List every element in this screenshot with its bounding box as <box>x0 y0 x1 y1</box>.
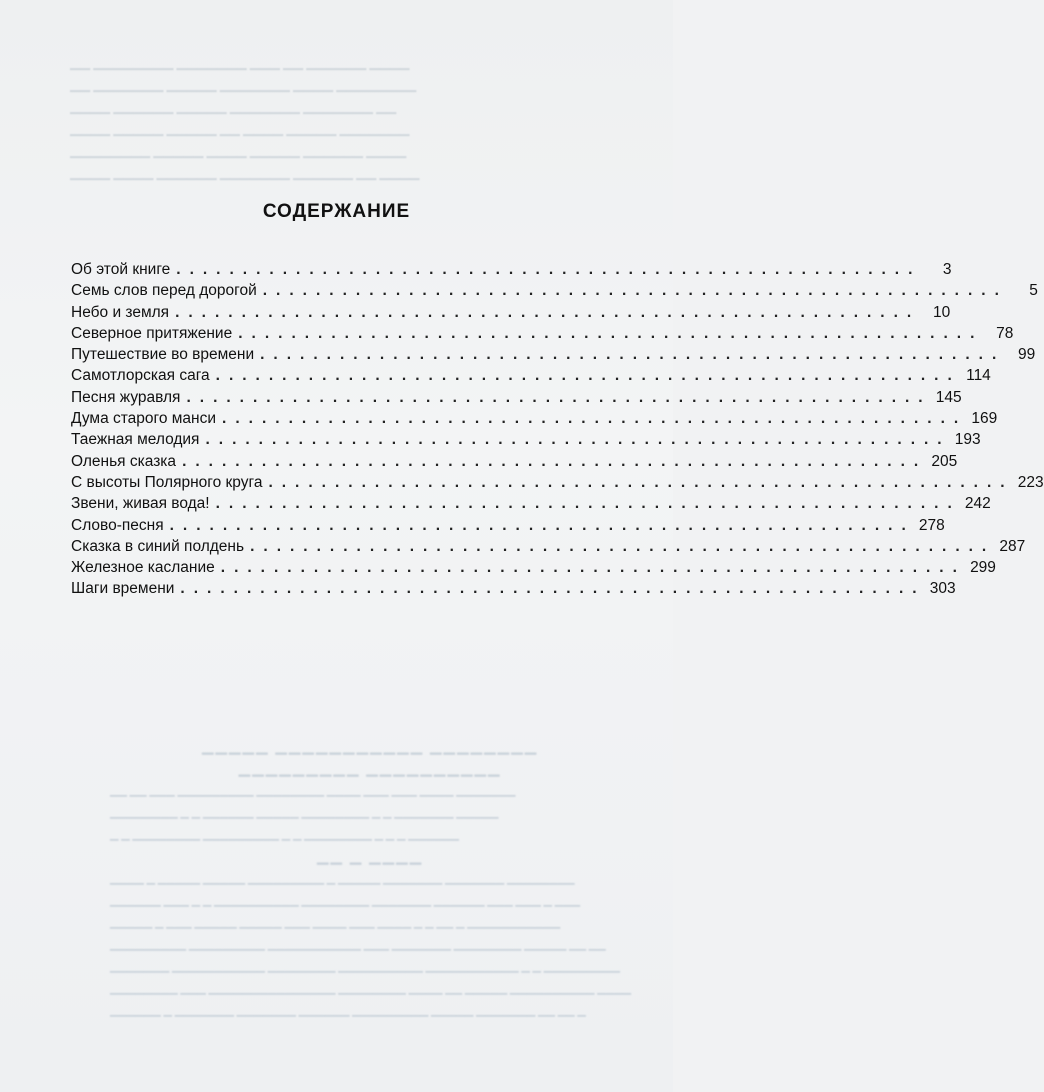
toc-row <box>71 537 1026 559</box>
toc-page-number: 10 <box>932 303 951 321</box>
toc-row <box>71 388 962 410</box>
toc-page-number: 242 <box>964 495 991 513</box>
leader-dots: ........................................................ <box>260 346 1006 364</box>
toc-page-number: 303 <box>929 580 956 598</box>
toc-row <box>71 431 981 452</box>
toc-page-number: 78 <box>996 324 1014 342</box>
toc-title: Слово-песня <box>71 516 164 534</box>
leader-dots: ........................................................ <box>250 537 996 555</box>
show-through-imprint: ▁▁▁▁▁ ▁▁▁▁▁▁▁▁▁▁▁ ▁▁▁▁▁▁▁▁ ▁▁▁▁▁▁▁▁▁ ▁▁▁▁▁▁▁▁▁▁ ▁▁ ▁▁ ▁▁▁ ▁▁▁▁▁▁▁▁▁ ▁▁▁▁▁▁▁▁ ▁▁▁▁ ▁▁▁ ▁▁▁ ▁▁▁▁ ▁▁▁▁▁▁▁ ▁▁▁▁▁▁▁▁ ▁ ▁ ▁▁▁▁▁▁ ▁▁▁▁▁ ▁▁▁▁▁▁▁▁ ▁ ▁ ▁▁▁▁▁▁▁ ▁▁▁▁▁ ▁ ▁ ▁▁▁▁▁▁▁▁ ▁▁▁▁▁▁▁▁▁ ▁ ▁ ▁▁▁▁▁▁▁▁ ▁ ▁ ▁ ▁▁▁▁▁▁ ▁▁ ▁ ▁▁▁▁ ▁▁▁▁ ▁ ▁▁▁▁▁ ▁▁▁▁▁ ▁▁▁▁▁▁▁▁▁ ▁ ▁▁▁▁▁ ▁▁▁▁▁▁▁ ▁▁▁▁▁▁▁ ▁▁▁▁▁▁▁▁ ▁▁▁▁▁▁ ▁▁▁ ▁ ▁ ▁▁▁▁▁▁▁▁▁▁ ▁▁▁▁▁▁▁▁ ▁▁▁▁▁▁▁ ▁▁▁▁▁▁ ▁▁▁ ▁▁▁ ▁ ▁▁▁ ▁▁▁▁▁ ▁ ▁▁▁ ▁▁▁▁▁ ▁▁▁▁▁ ▁▁▁ ▁▁▁▁ ▁▁▁ ▁▁▁▁ ▁ ▁ ▁▁ ▁ ▁▁▁▁▁▁▁▁▁▁▁ ▁▁▁▁▁▁▁▁▁ ▁▁▁▁▁▁▁▁▁ ▁▁▁▁▁▁▁▁▁▁▁ ▁▁▁ ▁▁▁▁▁▁▁ ▁▁▁▁▁▁▁▁ ▁▁▁▁▁ ▁▁ ▁▁ ▁▁▁▁▁▁▁ ▁▁▁▁▁▁▁▁▁▁▁ ▁▁▁▁▁▁▁▁ ▁▁▁▁▁▁▁▁▁▁ ▁▁▁▁▁▁▁▁▁▁▁ ▁ ▁ ▁▁▁▁▁▁▁▁▁ ▁▁▁▁▁▁▁▁ ▁▁▁ ▁▁▁▁▁▁▁▁▁▁▁▁▁▁▁ ▁▁▁▁▁▁▁▁ ▁▁▁▁ ▁▁ ▁▁▁▁▁ ▁▁▁▁▁▁▁▁▁▁ ▁▁▁▁ ▁▁▁▁▁▁ ▁ ▁▁▁▁▁▁▁ ▁▁▁▁▁▁▁ ▁▁▁▁▁▁ ▁▁▁▁▁▁▁▁▁ ▁▁▁▁▁ ▁▁▁▁▁▁▁ ▁▁ ▁▁ ▁ <box>110 739 632 1017</box>
toc-title: Самотлорская сага <box>71 367 210 385</box>
toc-row <box>71 324 1014 346</box>
toc-title: Шаги времени <box>71 580 175 598</box>
contents-heading: СОДЕРЖАНИЕ <box>262 201 411 222</box>
toc-title: Песня журавля <box>71 388 181 406</box>
toc-title: Небо и земля <box>71 303 170 321</box>
toc-row <box>71 282 1038 303</box>
toc-title: Таежная мелодия <box>71 431 200 449</box>
leader-dots: ........................................................ <box>238 324 984 342</box>
toc-title: Звени, живая вода! <box>71 495 210 513</box>
leader-dots: ........................................................ <box>169 516 915 534</box>
toc-row <box>71 367 991 388</box>
toc-row <box>71 516 945 538</box>
toc-title: Северное притяжение <box>71 324 233 342</box>
toc-page-number: 193 <box>954 431 981 449</box>
leader-dots: ........................................................ <box>222 410 968 428</box>
leader-dots: ........................................................ <box>215 495 961 513</box>
toc-title: Дума старого манси <box>71 410 217 428</box>
leader-dots: ........................................................ <box>176 261 922 278</box>
toc-row <box>71 410 998 431</box>
leader-dots: ........................................................ <box>262 282 1008 300</box>
leader-dots: ........................................................ <box>268 473 1014 491</box>
table-of-contents <box>71 261 1044 602</box>
toc-row <box>71 495 991 516</box>
toc-row <box>71 580 956 601</box>
toc-row <box>71 261 952 282</box>
toc-title: Сказка в синий полдень <box>71 537 245 555</box>
leader-dots: ........................................................ <box>220 559 966 577</box>
toc-title: Путешествие во времени <box>71 346 255 364</box>
leader-dots: ........................................................ <box>180 580 926 598</box>
toc-title: Семь слов перед дорогой <box>71 282 257 300</box>
leader-dots: ........................................................ <box>205 431 951 449</box>
leader-dots: ........................................................ <box>182 452 928 470</box>
toc-page-number: 114 <box>966 367 991 385</box>
toc-row <box>71 559 996 580</box>
toc-page-number: 3 <box>942 261 952 278</box>
toc-page-number: 278 <box>918 516 945 534</box>
toc-page-number: 5 <box>1029 282 1038 300</box>
toc-row <box>71 346 1036 367</box>
toc-title: Железное каслание <box>71 559 215 577</box>
toc-page-number: 145 <box>935 388 962 406</box>
toc-page-number: 99 <box>1018 346 1036 364</box>
toc-title: Об этой книге <box>71 261 171 278</box>
leader-dots: ........................................................ <box>215 367 961 385</box>
toc-title: С высоты Полярного круга <box>71 473 263 491</box>
toc-row <box>71 473 1044 495</box>
leader-dots: ........................................................ <box>186 388 932 406</box>
toc-page-number: 287 <box>999 537 1026 555</box>
toc-page-number: 299 <box>970 559 996 577</box>
leader-dots: ........................................................ <box>175 303 921 321</box>
toc-row <box>71 303 951 325</box>
toc-page-number: 205 <box>931 452 958 470</box>
toc-page-number: 223 <box>1017 473 1044 491</box>
toc-title: Оленья сказка <box>71 452 177 470</box>
toc-page-number: 169 <box>971 410 998 428</box>
show-through-text-top: ▁▁ ▁▁▁▁▁▁▁▁ ▁▁▁▁▁▁▁ ▁▁▁ ▁▁ ▁▁▁▁▁▁ ▁▁▁▁ ▁▁ ▁▁▁▁▁▁▁ ▁▁▁▁▁ ▁▁▁▁▁▁▁ ▁▁▁▁ ▁▁▁▁▁▁▁▁ ▁▁▁▁ ▁▁▁▁▁▁ ▁▁▁▁▁ ▁▁▁▁▁▁▁ ▁▁▁▁▁▁▁ ▁▁ ▁▁▁▁ ▁▁▁▁▁ ▁▁▁▁▁ ▁▁ ▁▁▁▁ ▁▁▁▁▁ ▁▁▁▁▁▁▁ ▁▁▁▁▁▁▁▁ ▁▁▁▁▁ ▁▁▁▁ ▁▁▁▁▁ ▁▁▁▁▁▁ ▁▁▁▁ ▁▁▁▁ ▁▁▁▁ ▁▁▁▁▁▁ ▁▁▁▁▁▁▁ ▁▁▁▁▁▁ ▁▁ ▁▁▁▁ <box>70 55 420 180</box>
toc-row <box>71 452 958 474</box>
